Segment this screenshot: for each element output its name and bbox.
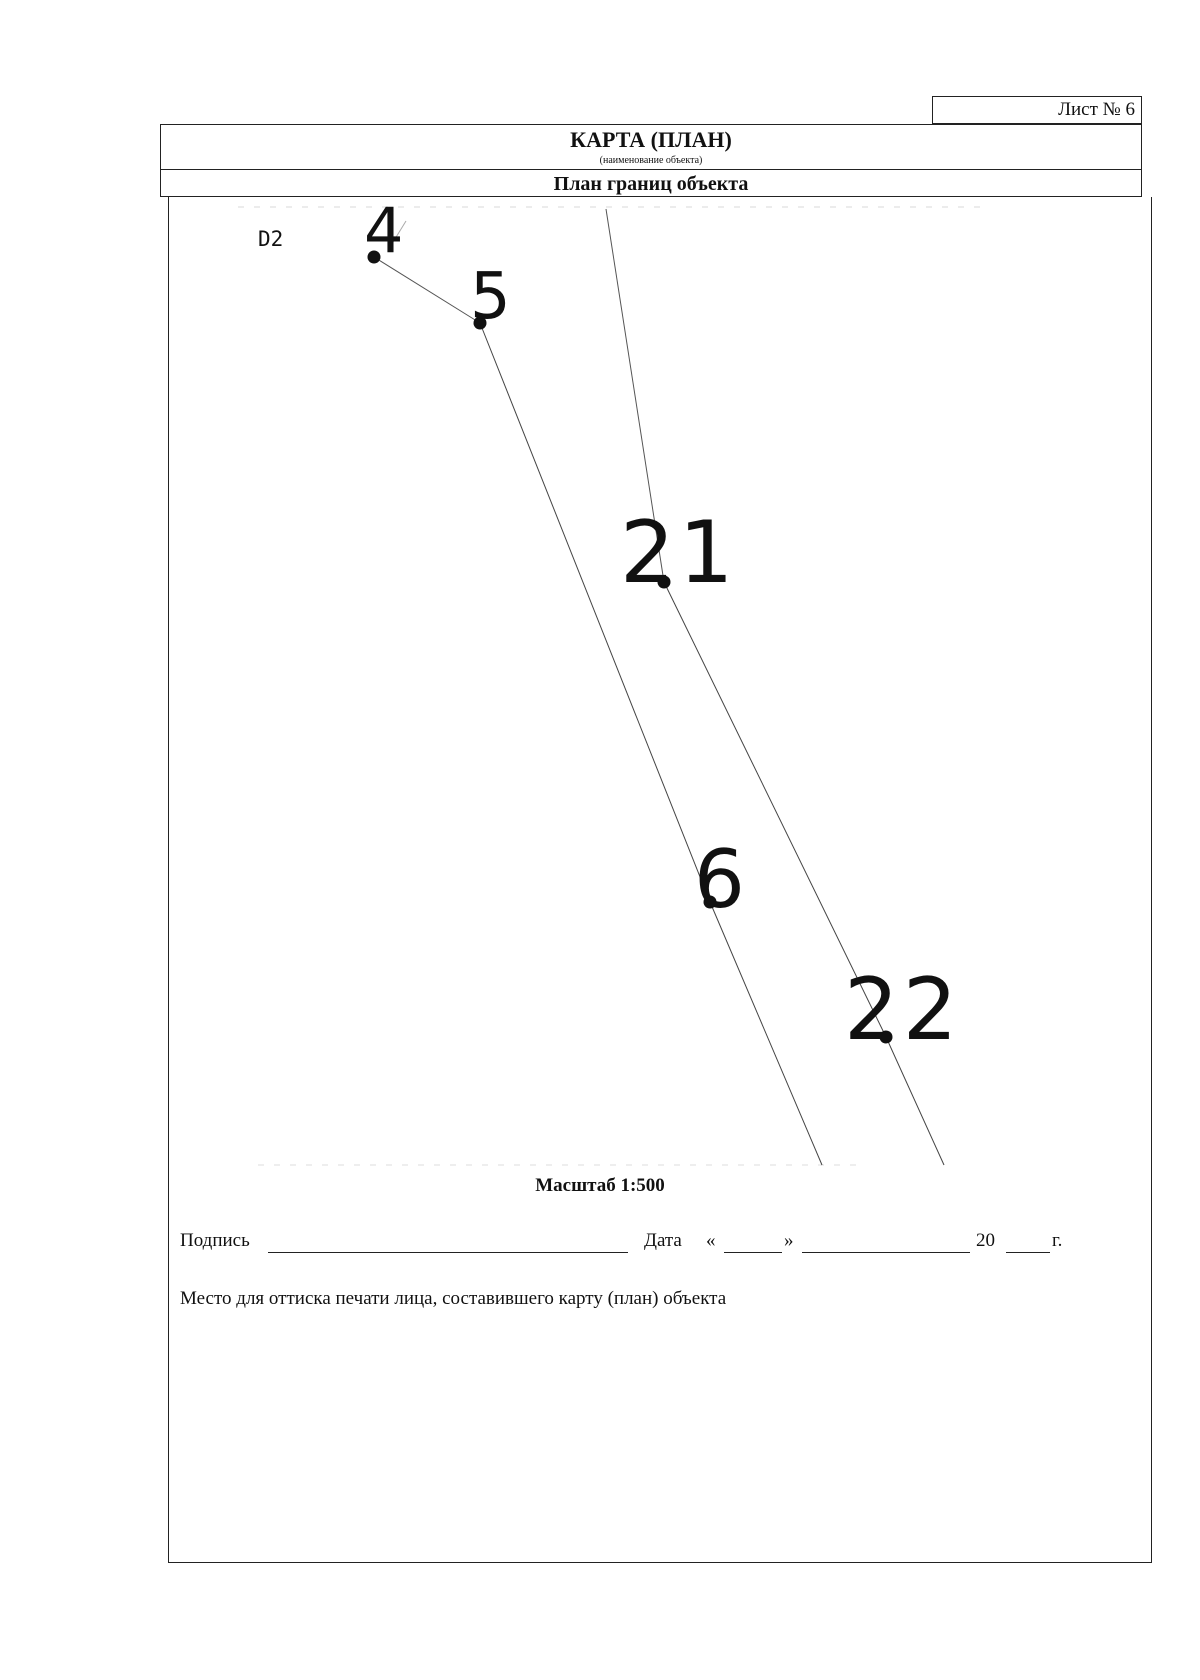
header-divider xyxy=(161,169,1141,170)
document-title: КАРТА (ПЛАН) xyxy=(570,127,732,152)
signature-label: Подпись xyxy=(180,1230,250,1251)
day-line[interactable] xyxy=(724,1252,782,1253)
boundary-plan xyxy=(168,197,1152,1177)
year-suffix: г. xyxy=(1052,1230,1063,1251)
header-frame xyxy=(160,124,1142,197)
year-prefix: 20 xyxy=(976,1230,995,1251)
zone-label: D2 xyxy=(258,227,284,251)
date-label: Дата xyxy=(644,1230,682,1251)
document-subtitle: (наименование объекта) xyxy=(599,155,703,166)
scale-label: Масштаб 1:500 xyxy=(535,1175,665,1196)
date-quote-close: » xyxy=(784,1230,794,1251)
point-21-label: 21 xyxy=(620,503,738,603)
point-22-label: 22 xyxy=(844,960,962,1060)
date-quote-open: « xyxy=(706,1230,716,1251)
point-6-label: 6 xyxy=(694,833,745,926)
boundary-line-5-6 xyxy=(480,323,710,902)
point-5-label: 5 xyxy=(470,260,511,334)
sheet-number: Лист № 6 xyxy=(1058,99,1135,120)
month-line[interactable] xyxy=(802,1252,970,1253)
signature-line[interactable] xyxy=(268,1252,628,1253)
stamp-place-label: Место для оттиска печати лица, составившего карту (план) объекта xyxy=(180,1288,727,1309)
boundary-line-6-south xyxy=(710,902,822,1165)
point-4-label: 4 xyxy=(364,197,404,267)
section-title: План границ объекта xyxy=(553,173,749,195)
sheet-number-box xyxy=(932,96,1142,124)
year-line[interactable] xyxy=(1006,1252,1050,1253)
